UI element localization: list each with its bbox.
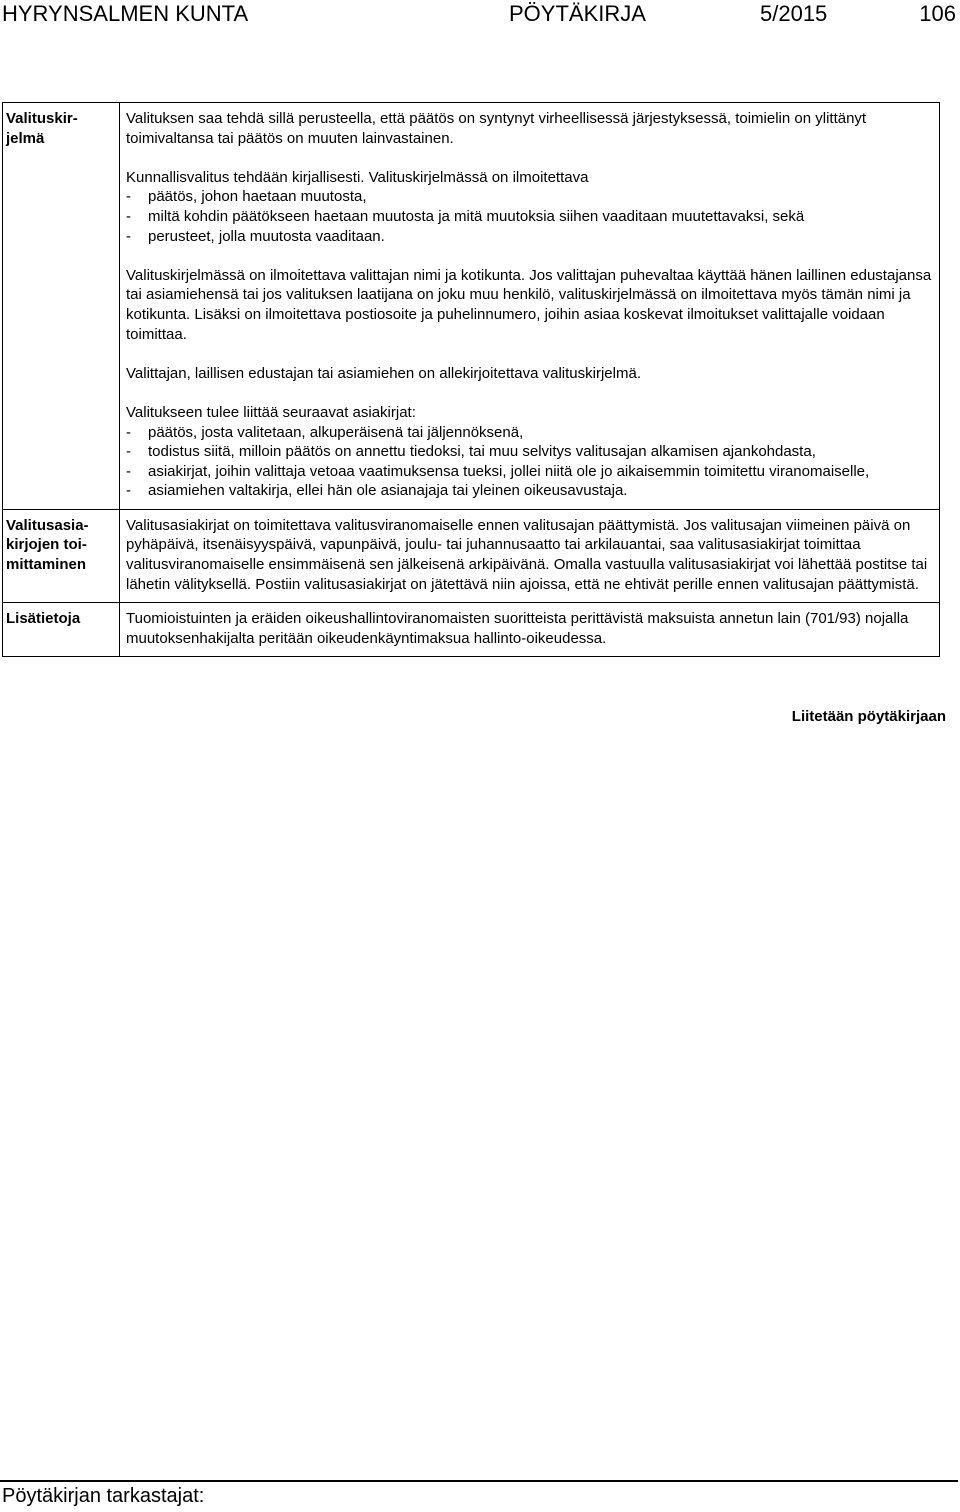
list-item: - perusteet, jolla muutosta vaaditaan. [126, 227, 933, 247]
paragraph: Tuomioistuinten ja eräiden oikeushallintoviranomaisten suoritteista perittävistä maksuista annetun lain (701/93) nojalla muutoksenhakijalta peritään oikeudenkäyntimaksua hallinto-oikeudessa. [126, 610, 909, 647]
dash-list [126, 423, 933, 501]
section-body [120, 603, 940, 657]
document-number: 5/2015 [760, 1, 828, 26]
page-number: 106 [919, 1, 956, 26]
list-item: - miltä kohdin päätökseen haetaan muutosta ja mitä muutoksia siihen vaaditaan muutettavaksi, sekä [126, 207, 933, 227]
list-item: - todistus siitä, milloin päätös on annettu tiedoksi, tai muu selvitys valitusajan alkamisen ajankohdasta, [126, 442, 933, 462]
list-item: - päätös, josta valitetaan, alkuperäisenä tai jäljennöksenä, [126, 423, 933, 443]
section-label: Valitusasia- kirjojen toi- mittaminen [3, 509, 120, 602]
paragraph: Kunnallisvalitus tehdään kirjallisesti. Valituskirjelmässä on ilmoitettava [126, 168, 589, 186]
section-body [120, 509, 940, 602]
section-lisatietoja [3, 603, 940, 657]
section-toimittaminen [3, 509, 940, 602]
list-item: - asiamiehen valtakirja, ellei hän ole asianajaja tai yleinen oikeusavustaja. [126, 481, 933, 501]
paragraph: Valitusasiakirjat on toimitettava valitusviranomaiselle ennen valitusajan päättymistä. Jos valitusajan viimeinen päivä on pyhäpäivä, itsenäisyyspäivä, vapunpäivä, joulu- tai juhannusaatto tai arkilauantai, saa valitusasiakirjat toimittaa valitusviranomaiselle ensimmäisenä sen jälkeisenä arkipäivänä. Omalla vastuulla valitusasiakirjat voi lähettää postitse tai lähetin välityksellä. Postiin valitusasiakirjat on jätettävä niin ajoissa, että ne ehtivät perille ennen valitusajan päättymistä. [126, 516, 928, 593]
paragraph: Valittajan, laillisen edustajan tai asiamiehen on allekirjoitettava valituskirjelmä. [126, 364, 641, 382]
municipality-name: HYRYNSALMEN KUNTA [2, 1, 249, 26]
paragraph: Valituksen saa tehdä sillä perusteella, että päätös on syntynyt virheellisessä järjestyksessä, toimielin on ylittänyt toimivaltansa tai päätös on muuten lainvastainen. [126, 110, 867, 147]
section-valituskirjelma [3, 103, 940, 510]
section-label: Lisätietoja [3, 603, 120, 657]
section-body [120, 103, 940, 510]
paragraph: Valitukseen tulee liittää seuraavat asiakirjat: [126, 403, 416, 421]
list-item: - asiakirjat, joihin valittaja vetoaa vaatimuksensa tueksi, jollei niitä ole jo aikaisemmin toimitettu viranomaiselle, [126, 462, 933, 482]
footer-label: Pöytäkirjan tarkastajat: [2, 1485, 205, 1507]
section-label: Valituskir- jelmä [3, 103, 120, 510]
dash-list [126, 187, 933, 246]
attachment-note: Liitetään pöytäkirjaan [791, 708, 946, 725]
page-header [0, 0, 960, 28]
appeal-instructions-table [2, 102, 940, 657]
paragraph: Valituskirjelmässä on ilmoitettava valittajan nimi ja kotikunta. Jos valittajan puhevaltaa käyttää hänen laillinen edustajansa tai asiamiehensä tai jos valituksen laatijana on joku muu henkilö, valituskirjelmässä on ilmoitettava myös tämän nimi ja kotikunta. Lisäksi on ilmoitettava postiosoite ja puhelinnumero, joihin asiaa koskevat ilmoitukset valittajalle voidaan toimittaa. [126, 266, 932, 343]
document-type: PÖYTÄKIRJA [509, 1, 646, 26]
list-item: - päätös, johon haetaan muutosta, [126, 187, 933, 207]
footer-divider [0, 1480, 958, 1482]
